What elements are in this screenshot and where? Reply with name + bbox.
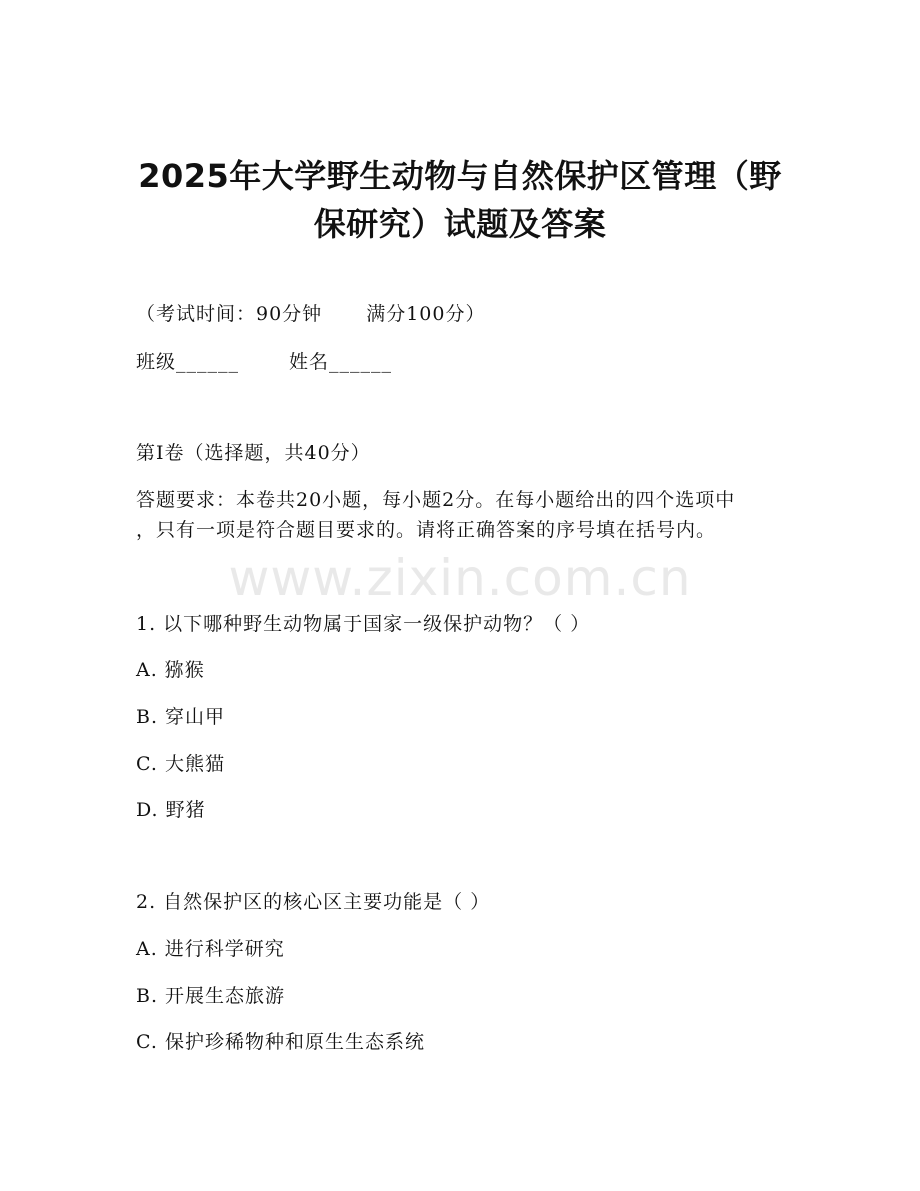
instructions-line-1: 答题要求：本卷共20小题，每小题2分。在每小题给出的四个选项中 [136, 489, 736, 511]
page-title [80, 152, 840, 248]
question-1-option-c: C. 大熊猫 [136, 753, 225, 775]
watermark: www.zixin.com.cn [228, 549, 692, 607]
question-1-option-b: B. 穿山甲 [136, 706, 226, 728]
question-1-stem: 1. 以下哪种野生动物属于国家一级保护动物？（ ） [136, 613, 591, 635]
section-heading: 第I卷（选择题，共40分） [136, 442, 371, 464]
title-line-1: 2025年大学野生动物与自然保护区管理（野 [138, 157, 782, 195]
question-2-option-a: A. 进行科学研究 [136, 938, 285, 960]
question-2-option-c: C. 保护珍稀物种和原生生态系统 [136, 1031, 425, 1053]
question-2-stem: 2. 自然保护区的核心区主要功能是（ ） [136, 891, 491, 913]
exam-meta [136, 302, 485, 326]
student-fields [136, 350, 392, 374]
full-score: 满分100分） [366, 303, 486, 325]
title-line-2: 保研究）试题及答案 [313, 205, 607, 243]
class-field: 班级______ [136, 351, 240, 373]
question-2-option-b: B. 开展生态旅游 [136, 985, 286, 1007]
instructions-line-2: ，只有一项是符合题目要求的。请将正确答案的序号填在括号内。 [136, 519, 717, 541]
question-1-option-d: D. 野猪 [136, 799, 206, 821]
name-field: 姓名______ [289, 351, 393, 373]
question-1-option-a: A. 猕猴 [136, 659, 205, 681]
exam-time: （考试时间：90分钟 [136, 303, 323, 325]
